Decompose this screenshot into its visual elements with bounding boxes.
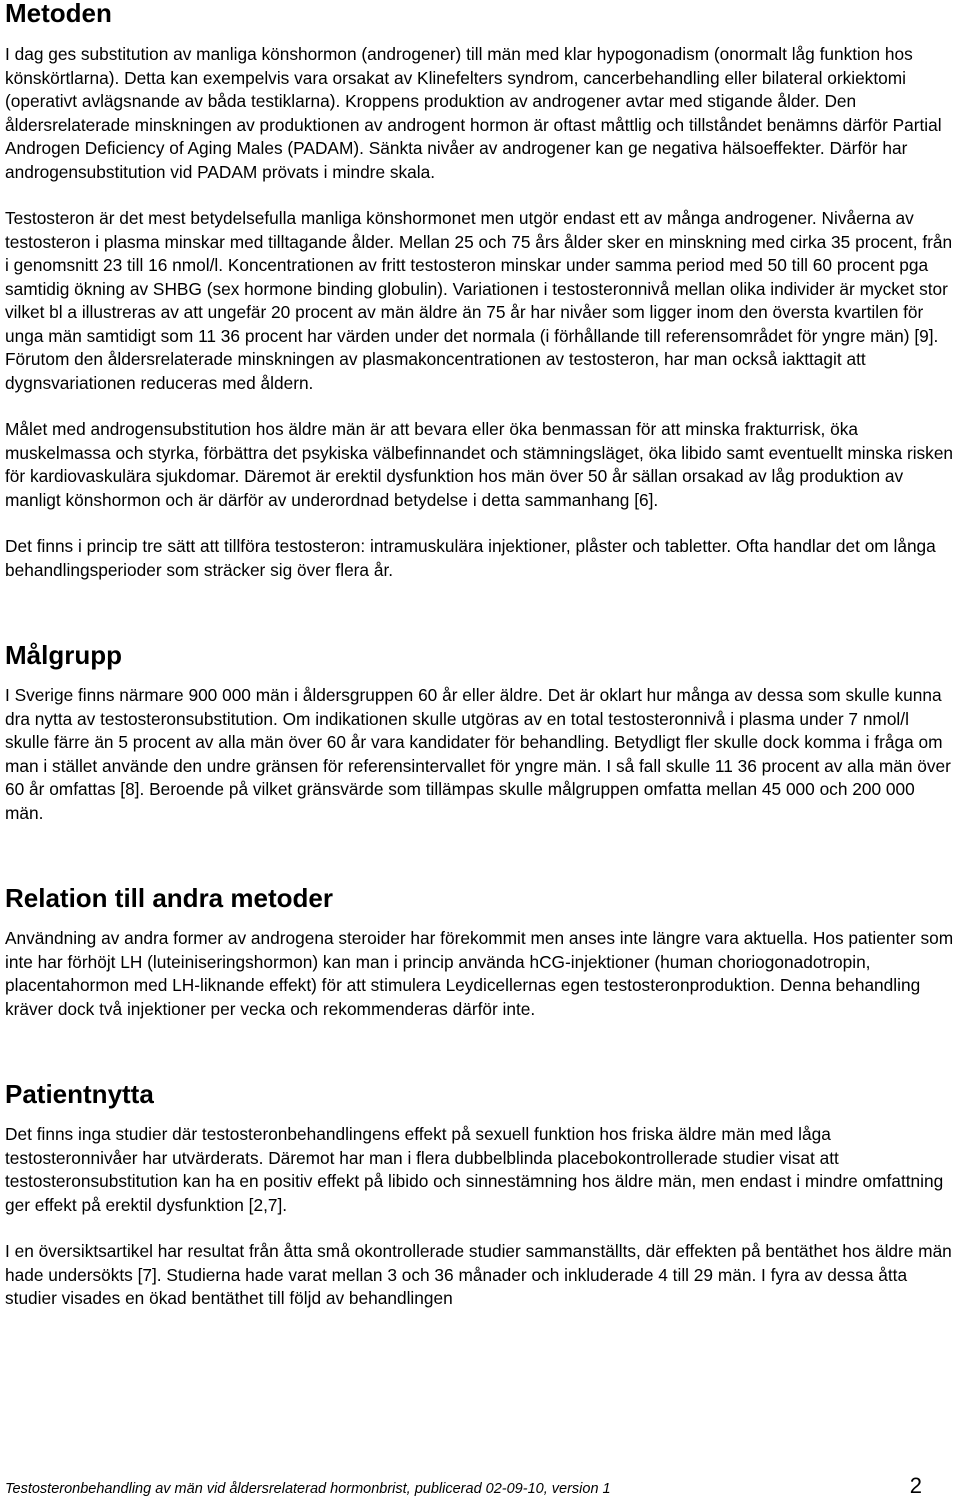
paragraph: I dag ges substitution av manliga könshormon (androgener) till män med klar hypogonadism (onormalt låg funktion hos könskörtlarna). Detta kan exempelvis vara orsakat av Klinefelters syndrom, cancerbehandling eller bilateral orkiektomi (operativt avlägsnande av båda testiklarna). Kroppens produktion av androgener avtar med stigande ålder. Den åldersrelaterade minskningen av produktionen av androgent hormon är oftast måttlig och tillståndet benämns därför Partial Androgen Deficiency of Aging Males (PADAM). Sänkta nivåer av androgener kan ge negativa hälsoeffekter. Därför har androgensubstitution vid PADAM prövats i mindre skala. — [5, 44, 942, 182]
section-heading-relation-till-andra-metoder: Relation till andra metoder — [5, 883, 333, 913]
section-heading-metoden: Metoden — [5, 0, 112, 28]
paragraph: Målet med androgensubstitution hos äldre män är att bevara eller öka benmassan för att minska frakturrisk, öka muskelmassa och styrka, förbättra det psykiska välbefinnandet och stämningsläget, öka libido samt eventuellt minska risken för kardiovaskulära sjukdomar. Däremot är erektil dysfunktion hos män över 50 år sällan orsakad av låg produktion av manligt könshormon och är därför av underordnad betydelse i detta sammanhang [6]. — [5, 419, 954, 510]
document-page — [5, 0, 955, 1311]
page-number: 2 — [909, 1473, 922, 1498]
section-heading-patientnytta: Patientnytta — [5, 1079, 154, 1109]
page-footer — [5, 1472, 922, 1498]
paragraph: Testosteron är det mest betydelsefulla manliga könshormonet men utgör endast ett av många androgener. Nivåerna av testosteron i plasma minskar med tilltagande ålder. Mellan 25 och 75 års ålder sker en minskning med cirka 35 procent, från i genomsnitt 23 till 16 nmol/l. Koncentrationen av fritt testosteron minskar under samma period med 50 till 60 procent pga samtidig ökning av SHBG (sex hormone binding globulin). Variationen i testosteronnivå mellan olika individer är mycket stor vilket bl a illustreras av att ungefär 20 procent av män äldre än 75 år har nivåer som ligger inom den översta kvartilen för unga män samtidigt som 11 36 procent har värden under det normala (i förhållande till referensområdet för yngre män) [9]. Förutom den åldersrelaterade minskningen av plasmakoncentrationen av testosteron, har man också iakttagit att dygnsvariationen reduceras med åldern. — [5, 208, 953, 393]
paragraph: Det finns inga studier där testosteronbehandlingens effekt på sexuell funktion hos friska äldre män med låga testosteronnivåer har utvärderats. Däremot har man i flera dubbelblinda placebokontrollerade studier visat att testosteronsubstitution kan ha en positiv effekt på libido och sinnestämning hos äldre män, men endast i mindre omfattning ger effekt på erektil dysfunktion [2,7]. — [5, 1124, 944, 1215]
paragraph: Det finns i princip tre sätt att tillföra testosteron: intramuskulära injektioner, plåster och tabletter. Ofta handlar det om långa behandlingsperioder som sträcker sig över flera år. — [5, 536, 936, 580]
section-heading-malgrupp: Målgrupp — [5, 640, 122, 670]
footer-text: Testosteronbehandling av män vid åldersrelaterad hormonbrist, publicerad 02-09-10, version 1 — [5, 1481, 611, 1497]
paragraph: I Sverige finns närmare 900 000 män i åldersgruppen 60 år eller äldre. Det är oklart hur många av dessa som skulle kunna dra nytta av testosteronsubstitution. Om indikationen skulle utgöras av en total testosteronnivå i plasma under 7 nmol/l skulle färre än 5 procent av alla män över 60 år vara kandidater för behandling. Betydligt fler skulle dock komma i fråga om man i stället använde den undre gränsen för referensintervallet för yngre män. I så fall skulle 11 36 procent av alla män över 60 år omfattas [8]. Beroende på vilket gränsvärde som tillämpas skulle målgruppen omfatta mellan 45 000 och 200 000 män. — [5, 685, 951, 823]
paragraph: I en översiktsartikel har resultat från åtta små okontrollerade studier sammanställts, där effekten på bentäthet hos äldre män hade undersökts [7]. Studierna hade varat mellan 3 och 36 månader och inkluderade 4 till 29 män. I fyra av dessa åtta studier visades en ökad bentäthet till följd av behandlingen — [5, 1241, 952, 1308]
paragraph: Användning av andra former av androgena steroider har förekommit men anses inte längre vara aktuella. Hos patienter som inte har förhöjt LH (luteiniseringshormon) kan man i princip använda hCG-injektioner (human choriogonadotropin, placentahormon med LH-liknande effekt) för att stimulera Leydicellernas egen testosteronproduktion. Denna behandling kräver dock två injektioner per vecka och rekommenderas därför inte. — [5, 928, 954, 1019]
